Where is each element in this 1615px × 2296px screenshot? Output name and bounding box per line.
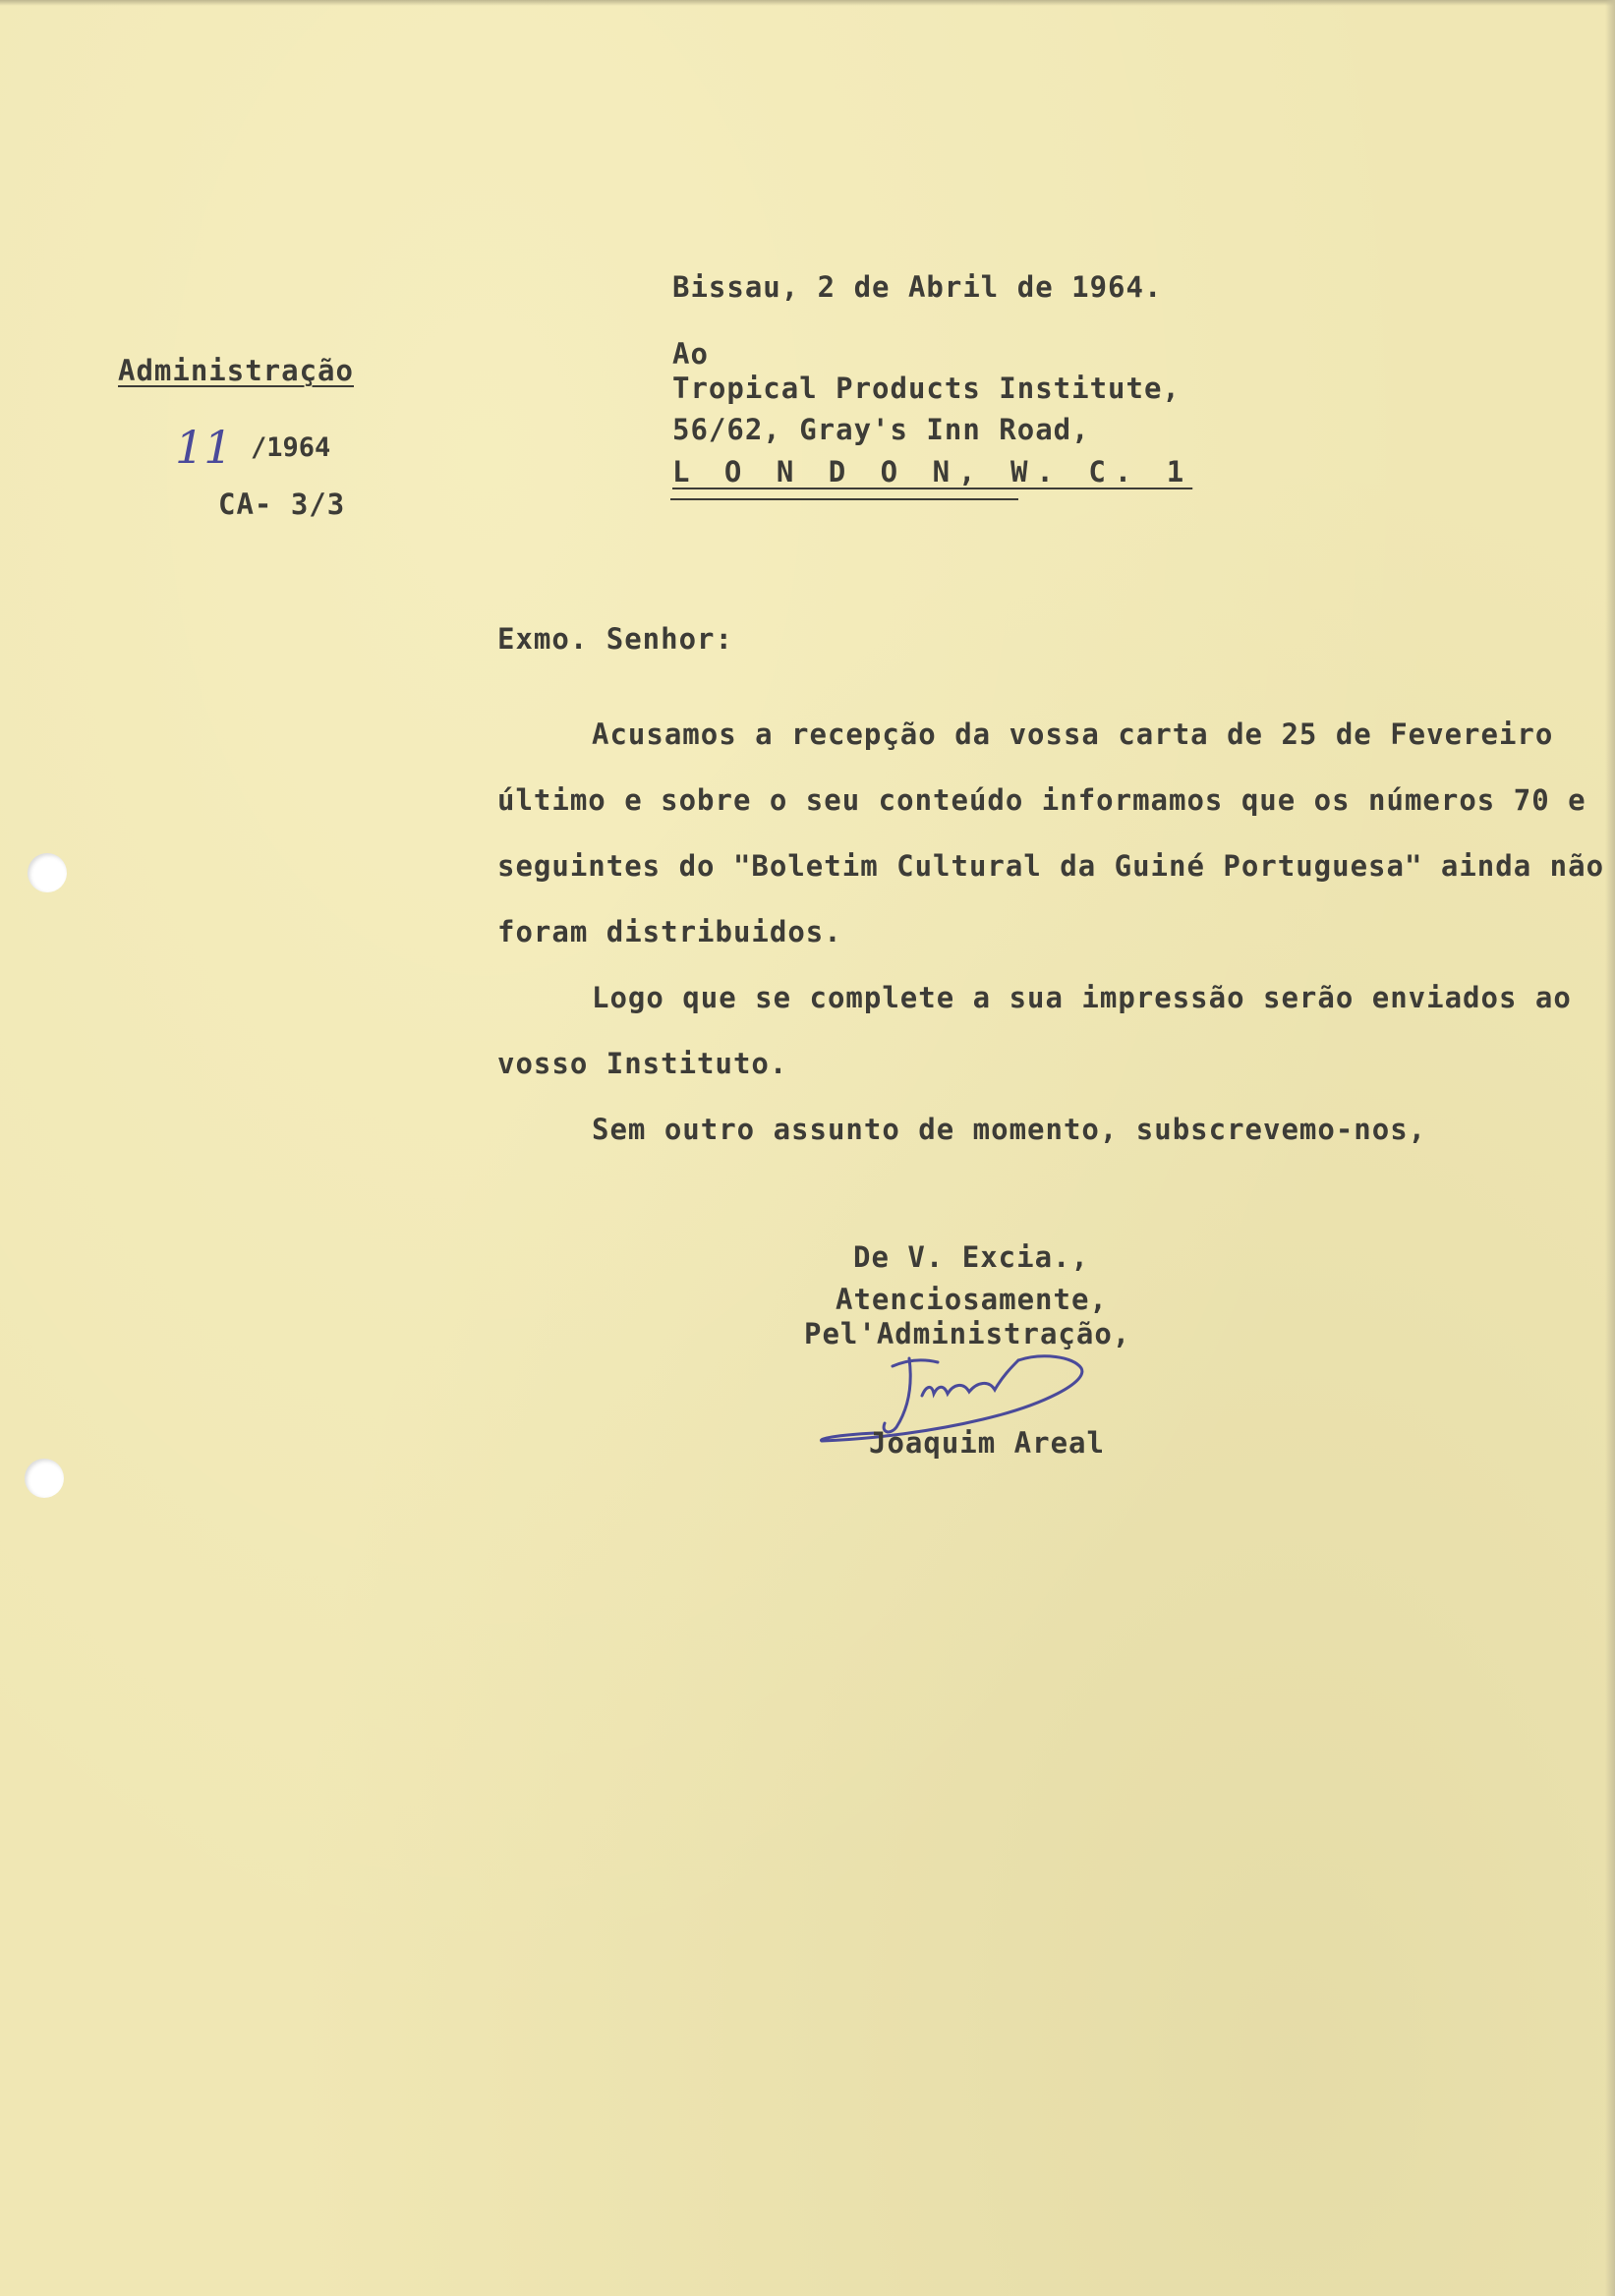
sender-department: Administração (118, 354, 354, 387)
paper-right-edge (1605, 0, 1615, 2296)
body-line: último e sobre o seu conteúdo informamos que os números 70 e (497, 783, 1586, 817)
signer-name: Joaquim Areal (869, 1426, 1105, 1460)
punch-hole-upper (28, 853, 67, 892)
handwritten-ref-number: 11 (175, 421, 233, 474)
body-line: foram distribuidos. (497, 915, 842, 948)
recipient-city: L O N D O N, W. C. 1 (672, 455, 1193, 488)
body-line: Logo que se complete a sua impressão serão enviados ao (592, 981, 1572, 1014)
recipient-name: Tropical Products Institute, (672, 372, 1181, 405)
body-line: Sem outro assunto de momento, subscrevemo-nos, (592, 1113, 1427, 1146)
body-line: seguintes do "Boletim Cultural da Guiné Portuguesa" ainda não (497, 849, 1605, 883)
closing-line-1: De V. Excia., (853, 1240, 1089, 1274)
ref-year: /1964 (251, 432, 331, 463)
punch-hole-lower (25, 1459, 64, 1498)
recipient-street: 56/62, Gray's Inn Road, (672, 413, 1090, 446)
ref-code: CA- 3/3 (218, 488, 346, 521)
body-line: vosso Instituto. (497, 1047, 788, 1080)
body-line: Acusamos a recepção da vossa carta de 25 de Fevereiro (592, 718, 1554, 751)
date-line: Bissau, 2 de Abril de 1964. (672, 270, 1163, 304)
closing-line-3: Pel'Administração, (804, 1317, 1131, 1350)
salutation: Exmo. Senhor: (497, 622, 733, 656)
closing-line-2: Atenciosamente, (836, 1283, 1108, 1316)
recipient-prefix: Ao (672, 337, 709, 371)
paper-top-edge (0, 0, 1615, 6)
city-double-underline (670, 498, 1018, 500)
